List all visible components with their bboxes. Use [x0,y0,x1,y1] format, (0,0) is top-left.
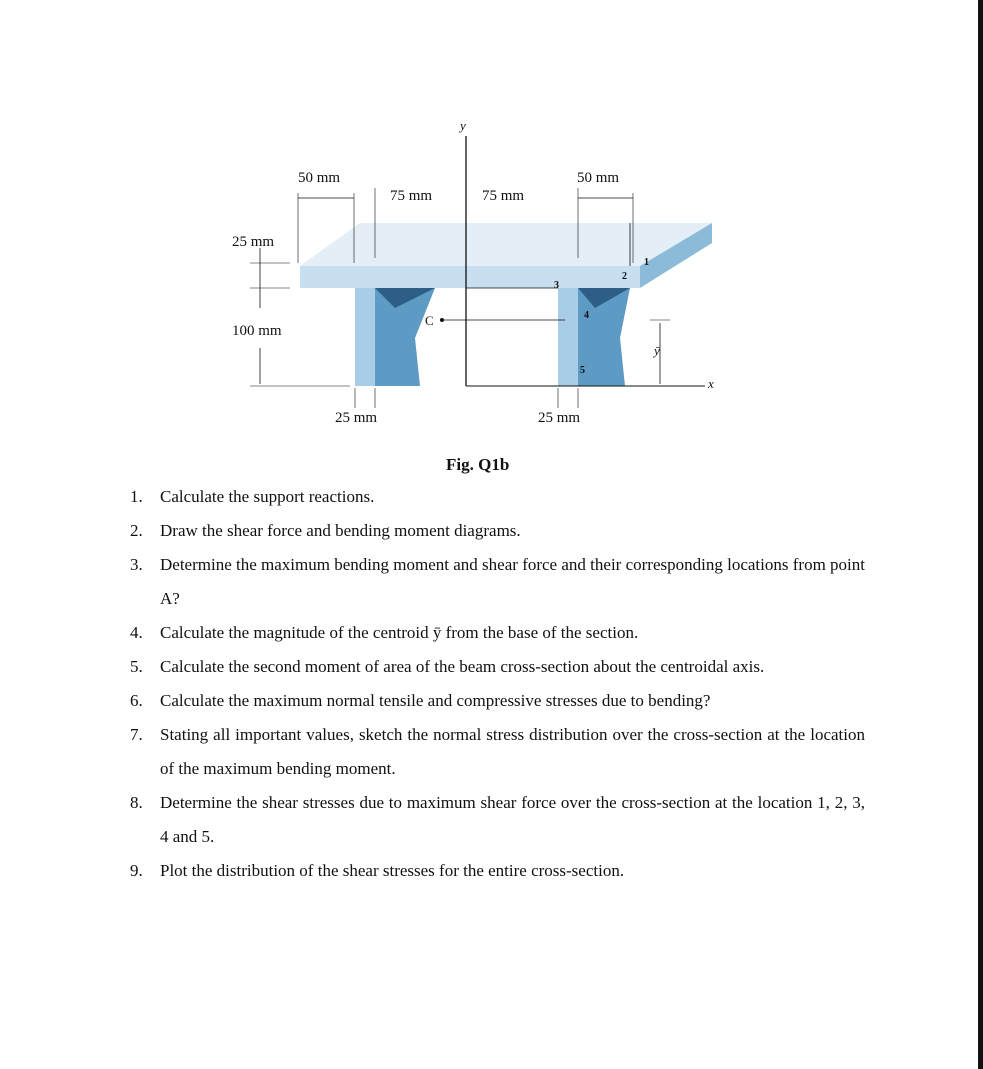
centroid-dot [440,318,444,322]
axis-y-label: y [460,118,466,133]
right-web-front [558,288,578,386]
dim-flange-thickness: 25 mm [232,234,275,250]
dim-flange-left: 50 mm [298,170,341,186]
ybar-label: ȳ [654,343,660,358]
question-item: 2. Draw the shear force and bending moment diagrams. [130,521,521,540]
beam-cross-section-figure [220,118,740,448]
point-1-label: 1 [644,257,649,268]
axis-x-label: x [708,376,714,391]
question-item: 5. Calculate the second moment of area of the beam cross-section about the centroidal axis. [130,657,765,676]
dim-75-right: 75 mm [482,188,525,204]
left-web-front [355,288,375,386]
question-item: 1. Calculate the support reactions. [130,487,375,506]
dim-web-height: 100 mm [232,323,282,339]
beam-section-drawing [220,118,740,448]
page-edge-bar [978,0,983,1069]
question-item: 9. Plot the distribution of the shear stresses for the entire cross-section. [130,861,625,880]
point-5-label: 5 [580,365,585,376]
dim-75-left: 75 mm [390,188,433,204]
dim-web-left: 25 mm [335,410,378,426]
point-4-label: 4 [584,310,589,321]
question-item: 6. Calculate the maximum normal tensile and compressive stresses due to bending? [130,691,711,710]
question-item: 3. Determine the maximum bending moment and shear force and their corresponding locations from point A? [130,555,865,608]
dim-web-right: 25 mm [538,410,581,426]
flange-top-face [300,223,712,266]
dim-flange-right: 50 mm [577,170,620,186]
figure-caption: Fig. Q1b [446,455,510,474]
flange-front-face [300,266,640,288]
question-item: 4. Calculate the magnitude of the centroid ȳ from the base of the section. [130,623,639,642]
centroid-label: C [425,313,434,328]
point-3-label: 3 [554,280,559,291]
point-2-label: 2 [622,271,627,282]
question-item: 7. Stating all important values, sketch the normal stress distribution over the cross-section at the location of the maximum bending moment. [130,725,865,778]
question-item: 8. Determine the shear stresses due to maximum shear force over the cross-section at the location 1, 2, 3, 4 and 5. [130,793,865,846]
question-list [130,480,865,888]
